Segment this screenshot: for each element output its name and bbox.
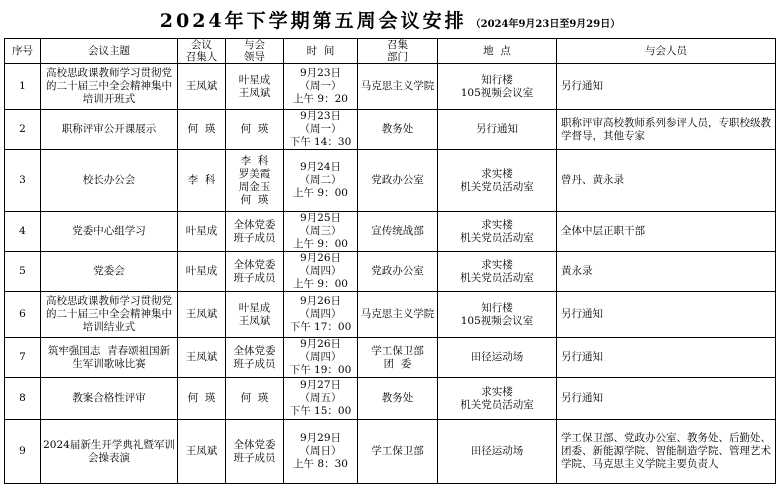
convener-name: 何 瑛 (187, 123, 216, 135)
header-no: 序号 (5, 39, 41, 64)
meeting-topic: 党委中心组学习 (72, 225, 146, 237)
header-convener-line: 会议 (191, 39, 212, 51)
convening-dept: 党政办公室 (371, 174, 424, 186)
convener-name: 王凤斌 (185, 351, 218, 363)
convening-dept: 学工保卫部 (371, 445, 424, 457)
row-number: 6 (19, 308, 26, 320)
leader-name: 全体党委 (233, 258, 276, 271)
leader-name: 何 瑛 (240, 193, 269, 206)
meeting-time-line: 上午 8：30 (293, 458, 348, 470)
cell-topic (41, 252, 178, 292)
cell-attendees (557, 150, 776, 212)
cell-convener (178, 252, 226, 292)
meeting-time-line: 9月26日 (299, 338, 342, 350)
leader-name: 王凤斌 (238, 86, 271, 99)
convening-dept: 马克思主义学院 (360, 80, 435, 92)
cell-leaders (226, 420, 284, 484)
meeting-place-line: 求实楼 (481, 167, 513, 180)
leader-name: 叶星成 (238, 301, 271, 314)
cell-no (5, 292, 41, 338)
table-row (5, 64, 776, 110)
attendees-text: 另行通知 (561, 308, 603, 320)
meeting-time-line: 下午 17：00 (289, 321, 352, 333)
cell-convener (178, 378, 226, 420)
cell-topic (41, 420, 178, 484)
table-row (5, 110, 776, 150)
meeting-time-line: 9月29日 (299, 432, 342, 444)
table-row (5, 212, 776, 252)
header-attendees: 与会人员 (557, 39, 776, 64)
header-row (5, 39, 776, 64)
meeting-time-line: （周一） (299, 80, 342, 92)
cell-dept (358, 212, 438, 252)
cell-convener (178, 420, 226, 484)
convener-name: 何 瑛 (187, 392, 216, 404)
attendees-text: 曾丹、黄永录 (561, 174, 624, 186)
meeting-place-line: 另行通知 (476, 123, 518, 135)
meeting-topic: 党委会 (93, 265, 125, 277)
meeting-place-line: 105视频会议室 (460, 314, 534, 327)
meeting-place-line: 田径运动场 (470, 351, 524, 363)
table-row (5, 150, 776, 212)
cell-dept (358, 420, 438, 484)
row-number: 4 (19, 225, 26, 237)
meeting-time-line: 下午 15：00 (289, 405, 352, 417)
cell-place (438, 292, 557, 338)
cell-attendees (557, 252, 776, 292)
meeting-place-line: 求实楼 (481, 385, 513, 398)
meeting-place-line: 田径运动场 (470, 445, 524, 457)
cell-time (284, 378, 358, 420)
leader-name: 王凤斌 (238, 314, 271, 327)
meeting-time-line: 上午 9：00 (293, 278, 348, 290)
attendees-text: 职称评审高校教师系列参评人员，专职校级教学督导，其他专家 (561, 116, 771, 142)
meeting-time-line: 上午 9：20 (293, 93, 348, 105)
cell-attendees (557, 292, 776, 338)
cell-time (284, 292, 358, 338)
leader-name: 全体党委 (233, 438, 276, 451)
leader-name: 班子成员 (233, 451, 276, 464)
cell-convener (178, 292, 226, 338)
meeting-place-line: 求实楼 (481, 258, 513, 271)
cell-leaders (226, 338, 284, 378)
cell-topic (41, 378, 178, 420)
meeting-time-line: （周三） (299, 225, 342, 237)
cell-attendees (557, 420, 776, 484)
cell-place (438, 252, 557, 292)
meeting-time-line: 9月23日 (299, 110, 342, 122)
attendees-text: 另行通知 (561, 392, 603, 404)
cell-attendees (557, 212, 776, 252)
meeting-topic: 教案合格性评审 (72, 392, 146, 404)
leader-name: 何 瑛 (240, 123, 269, 135)
cell-topic (41, 150, 178, 212)
convening-dept: 宣传统战部 (371, 225, 424, 237)
title-date-range: （2024年9月23日至9月29日） (470, 19, 621, 30)
meeting-topic: 高校思政课教师学习贯彻党的二十届三中全会精神集中培训结业式 (46, 295, 172, 333)
cell-topic (41, 110, 178, 150)
leader-name: 班子成员 (233, 271, 276, 284)
cell-no (5, 150, 41, 212)
row-number: 2 (19, 123, 26, 135)
meeting-time-line: 9月27日 (299, 379, 342, 391)
cell-leaders (226, 292, 284, 338)
cell-dept (358, 252, 438, 292)
convener-name: 王凤斌 (185, 445, 218, 457)
meeting-place-line: 求实楼 (481, 218, 513, 231)
meeting-time-line: （周四） (299, 265, 342, 277)
header-leaders (226, 39, 284, 64)
meeting-time-line: 上午 9：00 (293, 187, 348, 199)
meeting-time-line: （周一） (299, 123, 342, 135)
meeting-time-line: 上午 9：00 (293, 238, 348, 250)
meeting-time-line: （周四） (299, 351, 342, 363)
convener-name: 王凤斌 (185, 308, 218, 320)
header-dept (358, 39, 438, 64)
cell-time (284, 420, 358, 484)
meeting-topic: 职称评审公开课展示 (61, 123, 157, 135)
meeting-place-line: 机关党员活动室 (460, 180, 534, 193)
attendees-text: 另行通知 (561, 80, 603, 92)
page-title (0, 6, 780, 34)
cell-topic (41, 64, 178, 110)
cell-attendees (557, 64, 776, 110)
cell-dept (358, 150, 438, 212)
meeting-place-line: 知行楼 (481, 301, 513, 314)
header-dept-line: 召集 (387, 39, 408, 51)
cell-leaders (226, 110, 284, 150)
meeting-place-line: 105视频会议室 (460, 86, 534, 99)
header-dept-line: 部门 (387, 51, 408, 63)
cell-time (284, 64, 358, 110)
meeting-time-line: （周四） (299, 308, 342, 320)
header-place: 地 点 (438, 39, 557, 64)
leader-name: 班子成员 (233, 357, 276, 370)
row-number: 3 (19, 174, 26, 186)
cell-leaders (226, 212, 284, 252)
meeting-schedule-table (4, 38, 776, 484)
meeting-topic: 筑牢强国志 青春颂祖国新生军训歌咏比赛 (47, 344, 171, 370)
leader-name: 周金玉 (238, 180, 271, 193)
cell-attendees (557, 338, 776, 378)
cell-time (284, 338, 358, 378)
meeting-time-line: 9月23日 (299, 67, 342, 79)
convening-dept: 党政办公室 (371, 265, 424, 277)
cell-topic (41, 212, 178, 252)
cell-dept (358, 292, 438, 338)
header-convener-line: 召集人 (185, 51, 218, 63)
cell-dept (358, 64, 438, 110)
cell-convener (178, 150, 226, 212)
header-convener (178, 39, 226, 64)
attendees-text: 另行通知 (561, 351, 603, 363)
row-number: 1 (19, 80, 26, 92)
cell-leaders (226, 378, 284, 420)
table-row (5, 420, 776, 484)
meeting-place-line: 知行楼 (481, 73, 513, 86)
cell-leaders (226, 252, 284, 292)
leader-name: 何 瑛 (240, 392, 269, 404)
cell-topic (41, 338, 178, 378)
cell-convener (178, 64, 226, 110)
cell-no (5, 64, 41, 110)
cell-no (5, 378, 41, 420)
cell-convener (178, 110, 226, 150)
cell-no (5, 338, 41, 378)
cell-no (5, 252, 41, 292)
cell-place (438, 378, 557, 420)
cell-place (438, 150, 557, 212)
cell-no (5, 212, 41, 252)
cell-place (438, 212, 557, 252)
meeting-place-line: 机关党员活动室 (460, 398, 534, 411)
cell-place (438, 420, 557, 484)
cell-place (438, 64, 557, 110)
schedule-body (5, 64, 776, 484)
table-row (5, 338, 776, 378)
meeting-time-line: 9月26日 (299, 252, 342, 264)
meeting-time-line: 下午 19：00 (289, 364, 352, 376)
leader-name: 李 科 (240, 154, 269, 167)
cell-attendees (557, 110, 776, 150)
table-row (5, 252, 776, 292)
row-number: 7 (19, 351, 26, 363)
cell-leaders (226, 64, 284, 110)
cell-time (284, 252, 358, 292)
attendees-text: 黄永录 (561, 265, 593, 277)
attendees-text: 全体中层正职干部 (561, 225, 645, 237)
meeting-time-line: （周五） (299, 392, 342, 404)
cell-no (5, 420, 41, 484)
cell-time (284, 212, 358, 252)
cell-dept (358, 110, 438, 150)
convening-dept: 教务处 (381, 392, 414, 404)
convener-name: 王凤斌 (185, 80, 218, 92)
row-number: 9 (19, 445, 26, 457)
convening-dept: 学工保卫部 团 委 (371, 344, 424, 370)
meeting-topic: 校长办公会 (82, 174, 136, 186)
cell-time (284, 150, 358, 212)
convener-name: 李 科 (187, 174, 216, 186)
convener-name: 叶星成 (185, 265, 218, 277)
meeting-topic: 高校思政课教师学习贯彻党的二十届三中全会精神集中培训开班式 (46, 67, 172, 105)
meeting-time-line: 9月26日 (299, 295, 342, 307)
leader-name: 全体党委 (233, 344, 276, 357)
cell-no (5, 110, 41, 150)
header-topic: 会议主题 (41, 39, 178, 64)
leader-name: 班子成员 (233, 231, 276, 244)
cell-place (438, 110, 557, 150)
meeting-time-line: 下午 14：30 (289, 136, 352, 148)
cell-topic (41, 292, 178, 338)
header-time: 时 间 (284, 39, 358, 64)
meeting-place-line: 机关党员活动室 (460, 231, 534, 244)
row-number: 8 (19, 392, 26, 404)
table-row (5, 378, 776, 420)
header-leaders-line: 领导 (244, 51, 265, 63)
leader-name: 全体党委 (233, 218, 276, 231)
meeting-topic: 2024届新生开学典礼暨军训会操表演 (43, 438, 175, 464)
meeting-time-line: 9月25日 (299, 212, 342, 224)
meeting-time-line: （周二） (299, 174, 342, 186)
cell-attendees (557, 378, 776, 420)
leader-name: 叶星成 (238, 73, 271, 86)
leader-name: 罗美霞 (238, 167, 271, 180)
cell-time (284, 110, 358, 150)
title-main: 2024年下学期第五周会议安排 (159, 10, 467, 32)
cell-dept (358, 338, 438, 378)
cell-convener (178, 338, 226, 378)
table-row (5, 292, 776, 338)
convening-dept: 马克思主义学院 (360, 308, 435, 320)
cell-place (438, 338, 557, 378)
convener-name: 叶星成 (185, 225, 218, 237)
header-leaders-line: 与会 (244, 39, 265, 51)
cell-dept (358, 378, 438, 420)
meeting-time-line: （周日） (299, 445, 342, 457)
row-number: 5 (19, 265, 26, 277)
cell-convener (178, 212, 226, 252)
convening-dept: 教务处 (381, 123, 414, 135)
meeting-place-line: 机关党员活动室 (460, 271, 534, 284)
attendees-text: 学工保卫部、党政办公室、教务处、后勤处、团委、新能源学院、智能制造学院、管理艺术学院、马克思主义学院主要负责人 (561, 432, 771, 470)
meeting-time-line: 9月24日 (299, 161, 342, 173)
cell-leaders (226, 150, 284, 212)
